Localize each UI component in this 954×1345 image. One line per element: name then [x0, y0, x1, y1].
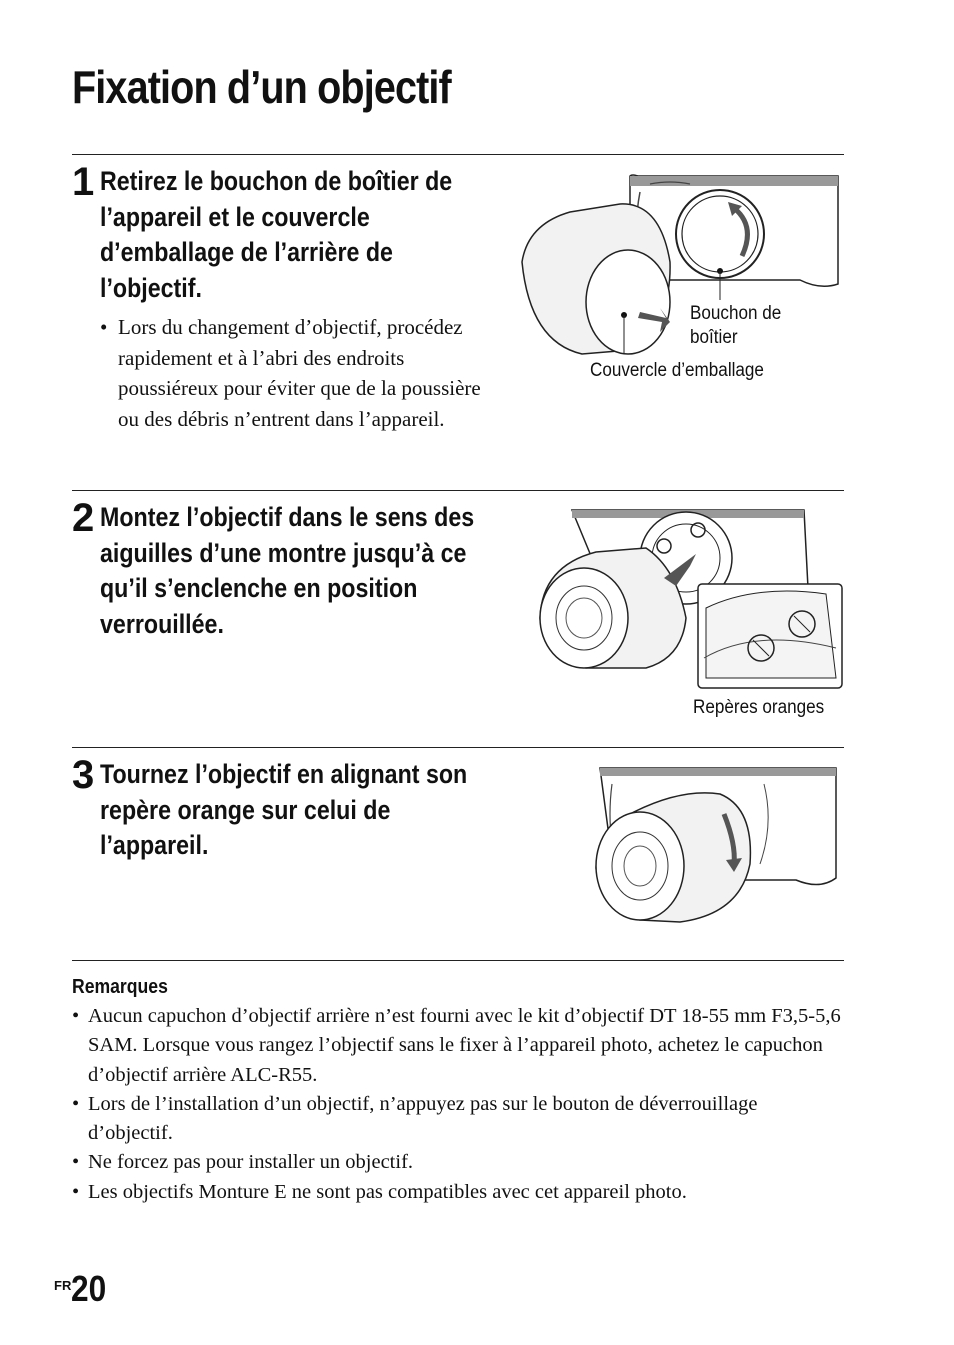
- note-text: Ne forcez pas pour installer un objectif.: [88, 1151, 414, 1174]
- page-title: Fixation d’un objectif: [72, 61, 451, 113]
- page-number: [54, 1268, 111, 1310]
- note-text: Les objectifs Monture E ne sont pas compatibles avec cet appareil photo.: [88, 1180, 687, 1203]
- label-body-cap-line2: boîtier: [690, 327, 738, 348]
- divider-step-3: [72, 747, 844, 748]
- page-number-value: 20: [71, 1268, 107, 1309]
- step-3-heading: Tournez l’objectif en alignant son repère orange sur celui de l’appareil.: [100, 759, 468, 860]
- note-item: [72, 1178, 844, 1207]
- label-body-cap-line1: Bouchon de: [690, 303, 782, 324]
- note-text: Lors de l’installation d’un objectif, n’appuyez pas sur le bouton de déverrouillage d’objectif.: [88, 1092, 758, 1145]
- step-1-illustration: [520, 172, 844, 362]
- divider-notes: [72, 960, 844, 961]
- step-2-number: 2: [72, 496, 95, 540]
- step-1-heading: Retirez le bouchon de boîtier de l’appareil et le couvercle d’emballage de l’arrière de l’objectif.: [100, 166, 453, 303]
- divider-step-1: [72, 154, 844, 155]
- note-item: [72, 1148, 844, 1177]
- note-text: Aucun capuchon d’objectif arrière n’est fourni avec le kit d’objectif DT 18-55 mm F3,5-5,6 SAM. Lorsque vous rangez l’objectif sans le fixer à l’appareil photo, achetez le capuchon d’objectif arrière ALC-R55.: [88, 1005, 841, 1086]
- notes-title: Remarques: [72, 976, 168, 998]
- bullet-dot: •: [100, 315, 108, 339]
- step-3-illustration: [590, 764, 840, 928]
- bullet-dot: •: [72, 1151, 80, 1174]
- step-1-bullet-text: Lors du changement d’objectif, procédez rapidement et à l’abri des endroits poussiéreux pour éviter que de la poussière ou des débris n’entrent dans l’appareil.: [118, 315, 481, 431]
- step-1-number: 1: [72, 160, 95, 204]
- step-2-illustration: [536, 508, 844, 692]
- bullet-dot: •: [72, 1180, 80, 1203]
- divider-step-2: [72, 490, 844, 491]
- label-orange-marks: Repères oranges: [693, 697, 825, 718]
- step-1-bullet: [100, 312, 505, 434]
- step-2-heading: Montez l’objectif dans le sens des aiguilles d’une montre jusqu’à ce qu’il s’enclenche en position verrouillée.: [100, 502, 475, 639]
- note-item: [72, 1090, 844, 1149]
- page-lang: FR: [54, 1278, 72, 1293]
- bullet-dot: •: [72, 1092, 80, 1115]
- note-item: [72, 1002, 844, 1090]
- notes-list: [72, 1002, 844, 1207]
- step-3-number: 3: [72, 753, 95, 797]
- bullet-dot: •: [72, 1005, 80, 1027]
- label-packing-cover: Couvercle d’emballage: [590, 360, 764, 381]
